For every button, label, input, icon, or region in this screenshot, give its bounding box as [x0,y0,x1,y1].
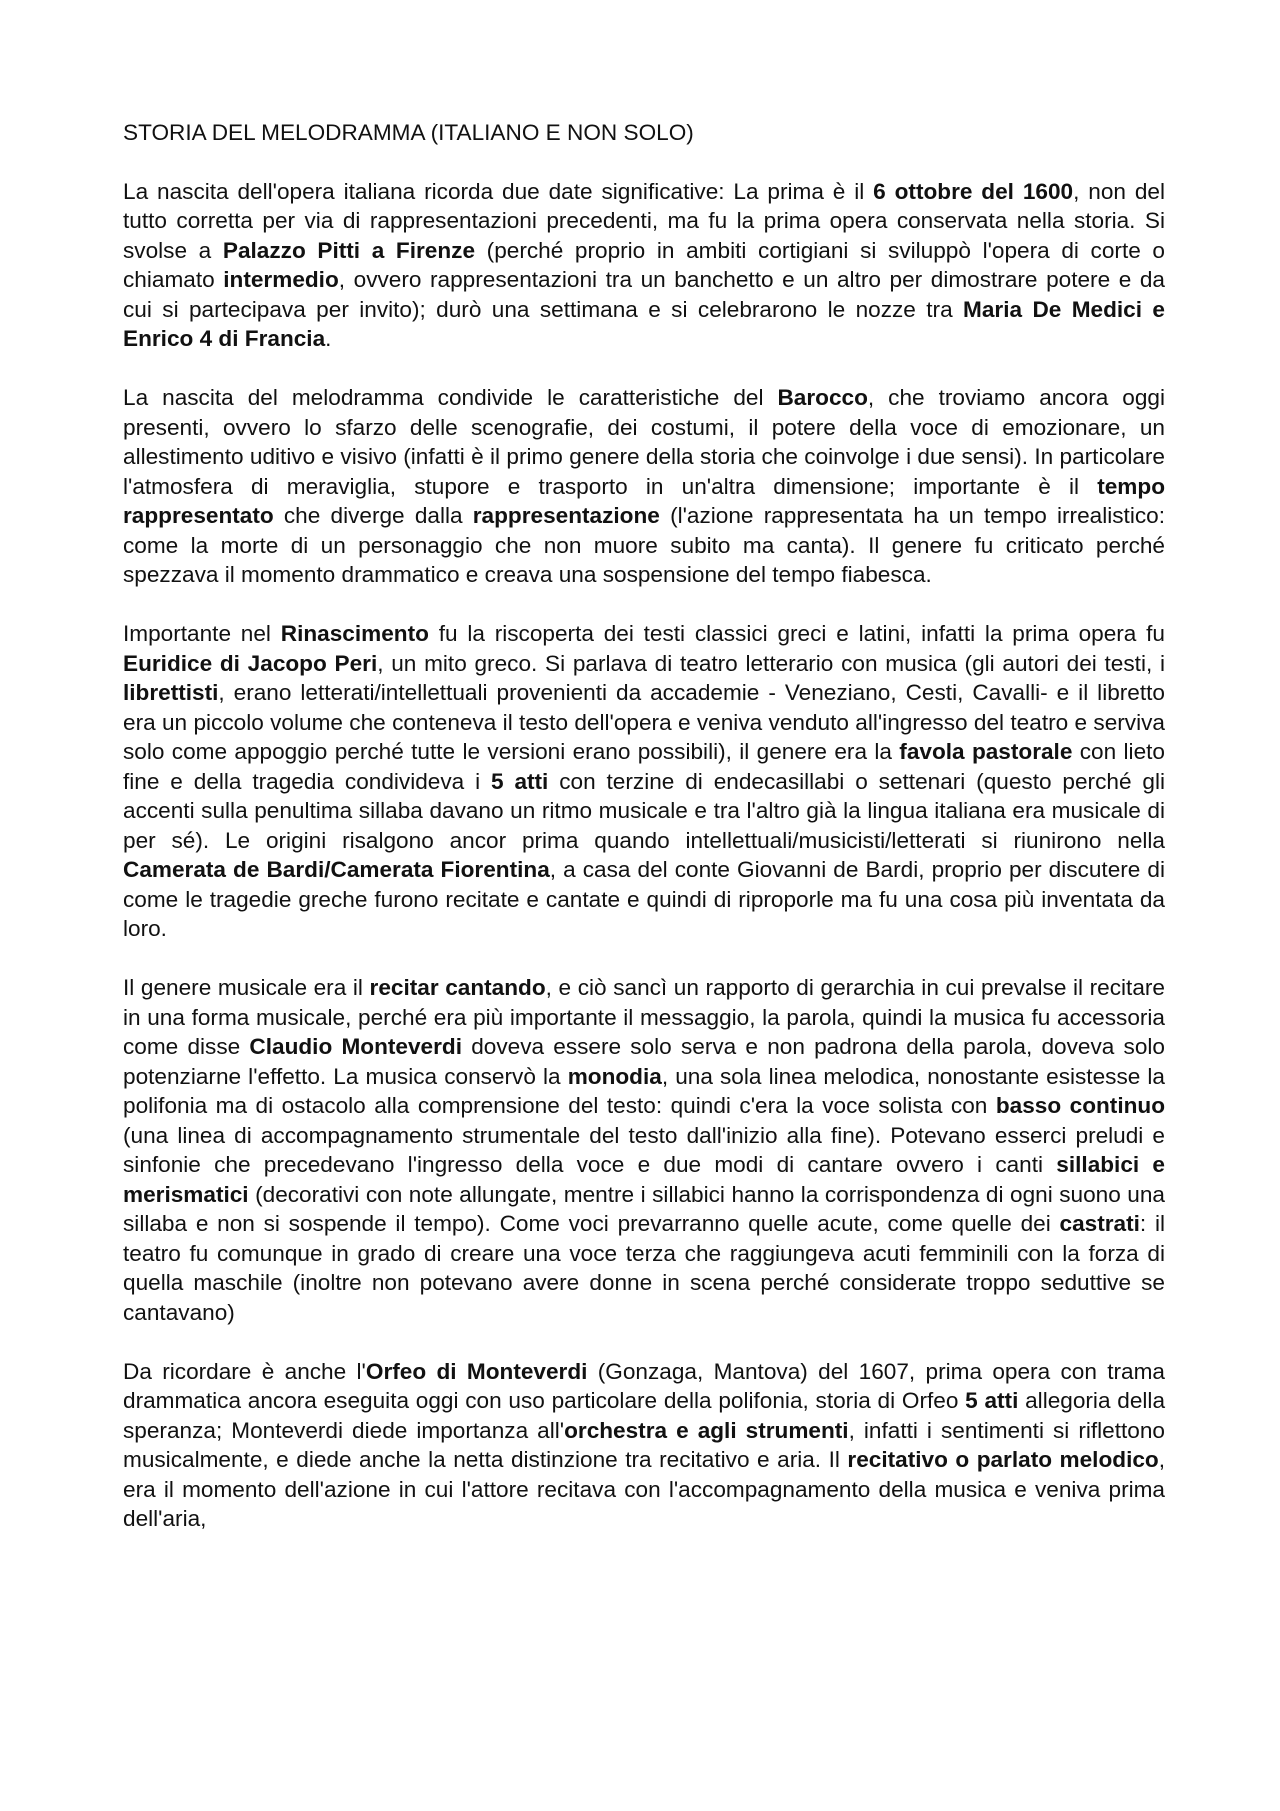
text-run: , ovvero rappresentazioni tra un banchetto e un altro per dimostrare potere e da cui si partecipava per invito); durò una settimana e si celebrarono le nozze tra [123,267,1165,322]
bold-term: orchestra e agli strumenti [564,1417,849,1443]
text-run: : il teatro fu comunque in grado di creare una voce terza che raggiungeva acuti femminili con la forza di quella maschile (inoltre non potevano avere donne in scena perché considerate troppo seduttive se cantavano) [123,1211,1166,1325]
text-run: Il genere musicale era il [123,975,370,1000]
bold-term: Euridice di Jacopo Peri [123,650,378,676]
bold-term: intermedio [223,267,339,292]
bold-term: sillabici e merismatici [123,1152,1165,1207]
paragraph-3 [123,619,1165,944]
text-run: , non del tutto corretta per via di rappresentazioni precedenti, ma fu la prima opera conservata nella storia. Si svolse a [123,178,1165,263]
text-run: (una linea di accompagnamento strumentale del testo dall'inizio alla fine). Potevano esserci preludi e sinfonie che precedevano l'ingresso della voce e due modi di cantare ovvero i canti [123,1122,1165,1177]
bold-term: recitar cantando [369,975,546,1000]
text-run: (l'azione rappresentata ha un tempo irrealistico: come la morte di un personaggio che non muore subito ma canta). Il genere fu criticato perché spezzava il momento drammatico e creava una sospensione del tempo fiabesca. [123,503,1165,587]
text-run: allegoria della speranza; Monteverdi diede importanza all' [123,1388,1166,1443]
document-body [123,177,1165,1534]
text-run: , che troviamo ancora oggi presenti, ovvero lo sfarzo delle scenografie, dei costumi, il potere della voce di emozionare, un allestimento uditivo e visivo (infatti è il primo genere della storia che coinvolge i due sensi). In particolare l'atmosfera di meraviglia, stupore e trasporto in un'altra dimensione; importante è il [123,385,1165,499]
text-run: fu la riscoperta dei testi classici greci e latini, infatti la prima opera fu [428,621,1166,646]
text-run: con lieto fine e della tragedia condivideva i [123,739,1165,794]
text-run: , una sola linea melodica, nonostante esistesse la polifonia ma di ostacolo alla comprensione del testo: quindi c'era la voce solista con [123,1063,1165,1118]
bold-term: tempo rappresentato [123,473,1165,528]
paragraph-1 [123,177,1165,354]
text-run: , a casa del conte Giovanni de Bardi, proprio per discutere di come le tragedie greche furono recitate e cantate e quindi di riproporle ma fu una cosa più inventata da loro. [123,857,1165,941]
bold-term: Palazzo Pitti a Firenze [222,237,476,263]
bold-term: Orfeo di Monteverdi [365,1358,588,1384]
document-page [123,118,1165,1563]
bold-term: Claudio Monteverdi [249,1034,462,1059]
text-run: , erano letterati/intellettuali provenienti da accademie - Veneziano, Cesti, Cavalli- e il libretto era un piccolo volume che conteneva il testo dell'opera e veniva venduto all'ingresso del teatro e serviva solo come appoggio perché tutte le versioni erano possibili), il genere era la [123,680,1165,764]
document-title: STORIA DEL MELODRAMMA (ITALIANO E NON SOLO) [123,120,694,145]
bold-term: Barocco [777,385,868,410]
text-run: Importante nel [123,621,281,646]
text-run: che diverge dalla [273,503,473,528]
bold-term: 5 atti [965,1388,1019,1413]
text-run: . [325,326,332,351]
bold-term: rappresentazione [472,503,660,528]
text-run: , e ciò sancì un rapporto di gerarchia in cui prevalse il recitare in una forma musicale, perché era più importante il messaggio, la parola, quindi la musica fu accessoria come disse [123,975,1165,1059]
bold-term: 6 ottobre del 1600 [873,178,1074,204]
paragraph-2 [123,383,1165,590]
bold-term: castrati [1059,1211,1140,1236]
text-run: Da ricordare è anche l' [123,1358,366,1384]
text-run: La nascita del melodramma condivide le caratteristiche del [123,385,778,410]
bold-term: monodia [567,1063,662,1089]
bold-term: recitativo o parlato melodico [847,1447,1159,1472]
bold-term: Maria De Medici e Enrico 4 di Francia [123,296,1165,351]
text-run: , era il momento dell'azione in cui l'attore recitava con l'accompagnamento della musica e veniva prima dell'aria, [123,1447,1165,1531]
text-run: (perché proprio in ambiti cortigiani si sviluppò l'opera di corte o chiamato [123,237,1165,292]
bold-term: Camerata de Bardi/Camerata Fiorentina [123,857,550,882]
text-run: (Gonzaga, Mantova) del 1607, prima opera con trama drammatica ancora eseguita oggi con uso particolare della polifonia, storia di Orfeo [123,1358,1166,1413]
bold-term: favola pastorale [899,739,1073,764]
bold-term: librettisti [123,680,219,705]
text-run: con terzine di endecasillabi o settenari (questo perché gli accenti sulla penultima sillaba davano un ritmo musicale e tra l'altro già la lingua italiana era musicale di per sé). Le origini risalgono ancor prima quando intellettuali/musicisti/letterati si riunirono nella [123,768,1165,853]
text-run: , un mito greco. Si parlava di teatro letterario con musica (gli autori dei testi, i [377,650,1165,676]
text-run: (decorativi con note allungate, mentre i sillabici hanno la corrispondenza di ogni suono una sillaba e non si sospende il tempo). Come voci prevarranno quelle acute, come quelle dei [123,1181,1165,1236]
bold-term: 5 atti [491,768,549,794]
text-run: doveva essere solo serva e non padrona della parola, doveva solo potenziarne l'effetto. La musica conservò la [123,1034,1165,1089]
bold-term: basso continuo [995,1093,1165,1118]
paragraph-4 [123,973,1165,1327]
text-run: , infatti i sentimenti si riflettono musicalmente, e diede anche la netta distinzione tra recitativo e aria. Il [123,1417,1165,1472]
bold-term: Rinascimento [280,621,429,646]
text-run: La nascita dell'opera italiana ricorda due date significative: La prima è il [123,178,874,204]
paragraph-5 [123,1357,1165,1534]
